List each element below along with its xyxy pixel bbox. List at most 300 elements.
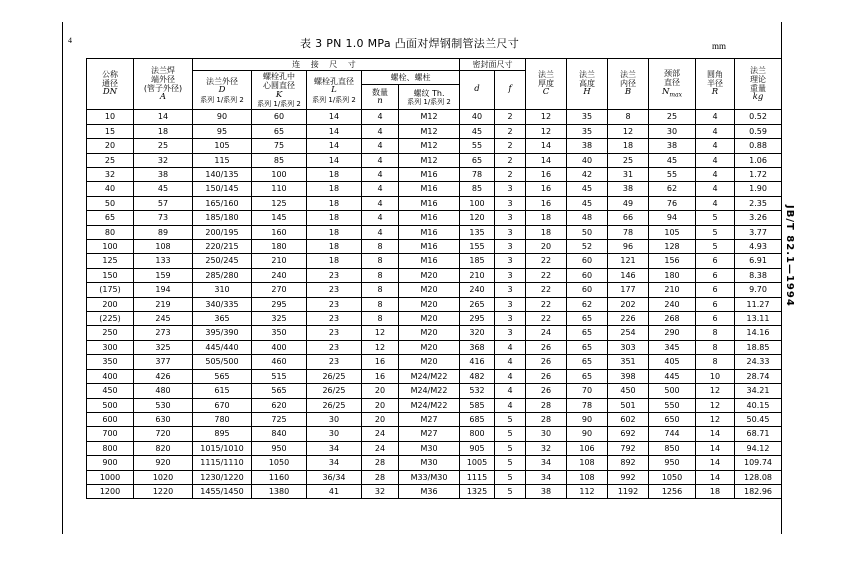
table-cell: 285/280: [193, 268, 252, 282]
table-cell: 85: [460, 182, 495, 196]
table-cell: M36: [399, 484, 460, 498]
table-cell: 12: [696, 412, 735, 426]
table-cell: 210: [460, 268, 495, 282]
table-cell: 1192: [608, 484, 649, 498]
table-cell: 565: [252, 384, 307, 398]
table-cell: 8: [696, 340, 735, 354]
table-cell: 128.08: [735, 470, 782, 484]
table-cell: 744: [649, 427, 696, 441]
table-cell: 3: [495, 268, 526, 282]
table-cell: 194: [134, 283, 193, 297]
table-cell: 1.06: [735, 153, 782, 167]
table-cell: 3: [495, 196, 526, 210]
table-cell: 18: [307, 254, 362, 268]
table-cell: 24.33: [735, 355, 782, 369]
table-cell: 6.91: [735, 254, 782, 268]
table-cell: 850: [649, 441, 696, 455]
table-cell: 5: [495, 427, 526, 441]
table-cell: 38: [567, 139, 608, 153]
table-cell: M20: [399, 355, 460, 369]
table-cell: 320: [460, 326, 495, 340]
table-cell: 445/440: [193, 340, 252, 354]
table-cell: 16: [526, 182, 567, 196]
table-cell: (225): [87, 312, 134, 326]
table-cell: 2: [495, 139, 526, 153]
unit-label: mm: [712, 41, 727, 51]
table-cell: 892: [608, 456, 649, 470]
table-cell: 155: [460, 240, 495, 254]
table-cell: 13.11: [735, 312, 782, 326]
table-cell: 78: [460, 168, 495, 182]
table-cell: 8: [362, 254, 399, 268]
table-cell: 45: [567, 182, 608, 196]
table-cell: 76: [649, 196, 696, 210]
table-cell: 12: [526, 124, 567, 138]
table-cell: 73: [134, 211, 193, 225]
table-cell: 240: [460, 283, 495, 297]
table-cell: 8.38: [735, 268, 782, 282]
table-cell: 840: [252, 427, 307, 441]
table-cell: M24/M22: [399, 384, 460, 398]
table-cell: 4.93: [735, 240, 782, 254]
table-cell: 112: [567, 484, 608, 498]
table-cell: 220/215: [193, 240, 252, 254]
table-cell: M16: [399, 182, 460, 196]
table-cell: 24: [526, 326, 567, 340]
table-row: [87, 456, 782, 470]
table-cell: 14: [307, 153, 362, 167]
table-cell: 400: [87, 369, 134, 383]
table-cell: 1220: [134, 484, 193, 498]
table-cell: 14: [696, 470, 735, 484]
table-row: [87, 441, 782, 455]
table-cell: M12: [399, 110, 460, 124]
table-cell: 14.16: [735, 326, 782, 340]
table-cell: 159: [134, 268, 193, 282]
table-cell: 1015/1010: [193, 441, 252, 455]
table-cell: 202: [608, 297, 649, 311]
table-cell: 30: [649, 124, 696, 138]
table-cell: 65: [567, 369, 608, 383]
table-cell: 200/195: [193, 225, 252, 239]
table-cell: 5: [495, 456, 526, 470]
table-cell: 120: [460, 211, 495, 225]
table-cell: 992: [608, 470, 649, 484]
table-cell: 3: [495, 211, 526, 225]
table-cell: 600: [87, 412, 134, 426]
table-cell: 38: [608, 182, 649, 196]
table-cell: 85: [252, 153, 307, 167]
table-cell: 65: [460, 153, 495, 167]
table-cell: 100: [460, 196, 495, 210]
table-cell: 45: [134, 182, 193, 196]
table-cell: 325: [134, 340, 193, 354]
table-cell: 345: [649, 340, 696, 354]
table-cell: 500: [87, 398, 134, 412]
table-cell: 94.12: [735, 441, 782, 455]
table-cell: M16: [399, 211, 460, 225]
table-cell: 25: [87, 153, 134, 167]
table-cell: 920: [134, 456, 193, 470]
table-cell: 5: [696, 225, 735, 239]
table-cell: 3.77: [735, 225, 782, 239]
table-cell: M16: [399, 225, 460, 239]
table-cell: 480: [134, 384, 193, 398]
table-cell: 96: [608, 240, 649, 254]
table-cell: 692: [608, 427, 649, 441]
table-cell: 4: [362, 168, 399, 182]
table-cell: 26: [526, 369, 567, 383]
table-cell: 6: [696, 312, 735, 326]
table-cell: 108: [134, 240, 193, 254]
table-cell: 4: [362, 110, 399, 124]
table-cell: 50.45: [735, 412, 782, 426]
table-cell: 133: [134, 254, 193, 268]
table-cell: 165/160: [193, 196, 252, 210]
table-cell: 20: [362, 412, 399, 426]
table-cell: 8: [362, 283, 399, 297]
table-cell: 24: [362, 441, 399, 455]
header-k: 螺栓孔中 心圆直径 K 系列 1/系列 2: [252, 71, 307, 110]
table-cell: M20: [399, 326, 460, 340]
table-cell: M12: [399, 139, 460, 153]
table-cell: 1325: [460, 484, 495, 498]
table-cell: 303: [608, 340, 649, 354]
header-l: 螺栓孔直径 L 系列 1/系列 2: [307, 71, 362, 110]
table-cell: 34.21: [735, 384, 782, 398]
table-cell: 0.88: [735, 139, 782, 153]
table-cell: 3: [495, 297, 526, 311]
table-cell: M20: [399, 340, 460, 354]
table-cell: 8: [362, 268, 399, 282]
table-cell: 532: [460, 384, 495, 398]
table-row: [87, 412, 782, 426]
table-cell: 23: [307, 326, 362, 340]
table-cell: 40: [87, 182, 134, 196]
table-cell: 895: [193, 427, 252, 441]
table-cell: 650: [649, 412, 696, 426]
table-cell: 28: [362, 470, 399, 484]
table-cell: 23: [307, 297, 362, 311]
table-cell: 630: [134, 412, 193, 426]
table-cell: 25: [134, 139, 193, 153]
header-row-1: [87, 59, 782, 71]
table-cell: 720: [134, 427, 193, 441]
table-cell: 3: [495, 283, 526, 297]
table-cell: 150/145: [193, 182, 252, 196]
table-cell: 1.72: [735, 168, 782, 182]
table-cell: 416: [460, 355, 495, 369]
header-b: 法兰 内径 B: [608, 59, 649, 110]
table-cell: 108: [567, 470, 608, 484]
table-cell: 145: [252, 211, 307, 225]
table-cell: 11.27: [735, 297, 782, 311]
table-cell: 65: [87, 211, 134, 225]
table-cell: 14: [307, 110, 362, 124]
table-row: [87, 211, 782, 225]
table-cell: 602: [608, 412, 649, 426]
table-cell: M20: [399, 283, 460, 297]
table-cell: 4: [696, 124, 735, 138]
table-cell: 405: [649, 355, 696, 369]
table-cell: 45: [649, 153, 696, 167]
table-cell: 350: [87, 355, 134, 369]
table-cell: 210: [649, 283, 696, 297]
table-cell: 28: [526, 398, 567, 412]
table-cell: 16: [362, 355, 399, 369]
table-cell: 268: [649, 312, 696, 326]
header-nmax: 颈部 直径 $N_{max}$: [649, 59, 696, 110]
table-cell: 950: [252, 441, 307, 455]
table-cell: 14: [134, 110, 193, 124]
table-cell: 550: [649, 398, 696, 412]
table-cell: 121: [608, 254, 649, 268]
table-cell: 110: [252, 182, 307, 196]
table-cell: 156: [649, 254, 696, 268]
table-cell: M20: [399, 268, 460, 282]
table-cell: 23: [307, 355, 362, 369]
header-r: 圆角 半径 R: [696, 59, 735, 110]
table-cell: 2.35: [735, 196, 782, 210]
table-cell: 780: [193, 412, 252, 426]
table-cell: 28: [526, 412, 567, 426]
table-cell: 31: [608, 168, 649, 182]
table-cell: 426: [134, 369, 193, 383]
table-cell: 60: [567, 268, 608, 282]
table-cell: 22: [526, 283, 567, 297]
page-number: 4: [68, 36, 72, 45]
table-cell: 12: [526, 110, 567, 124]
table-cell: 95: [193, 124, 252, 138]
table-cell: 115: [193, 153, 252, 167]
table-cell: 62: [567, 297, 608, 311]
table-row: [87, 182, 782, 196]
table-cell: M30: [399, 456, 460, 470]
table-cell: 32: [134, 153, 193, 167]
table-cell: 18: [526, 225, 567, 239]
table-cell: 445: [649, 369, 696, 383]
table-cell: 820: [134, 441, 193, 455]
table-cell: 16: [362, 369, 399, 383]
table-cell: 14: [307, 139, 362, 153]
table-cell: 28: [362, 456, 399, 470]
header-d: 法兰外径 D 系列 1/系列 2: [193, 71, 252, 110]
table-cell: 22: [526, 254, 567, 268]
table-cell: 18: [307, 211, 362, 225]
table-cell: 100: [252, 168, 307, 182]
header-thread: 螺纹 Th. 系列 1/系列 2: [399, 85, 460, 110]
table-cell: 700: [87, 427, 134, 441]
table-cell: 65: [567, 355, 608, 369]
table-cell: 1005: [460, 456, 495, 470]
table-cell: 1115/1110: [193, 456, 252, 470]
table-cell: 40: [567, 153, 608, 167]
table-cell: 377: [134, 355, 193, 369]
table-cell: 530: [134, 398, 193, 412]
table-cell: 8: [362, 297, 399, 311]
table-cell: 18: [696, 484, 735, 498]
table-cell: 41: [307, 484, 362, 498]
table-cell: 90: [567, 412, 608, 426]
table-cell: 60: [567, 283, 608, 297]
table-cell: 32: [526, 441, 567, 455]
table-cell: 4: [362, 153, 399, 167]
table-cell: 23: [307, 268, 362, 282]
table-cell: M30: [399, 441, 460, 455]
table-cell: 1200: [87, 484, 134, 498]
table-cell: M16: [399, 240, 460, 254]
table-cell: 350: [252, 326, 307, 340]
table-cell: 108: [567, 456, 608, 470]
table-cell: 565: [193, 369, 252, 383]
table-cell: 501: [608, 398, 649, 412]
table-cell: 26/25: [307, 384, 362, 398]
table-cell: 14: [696, 441, 735, 455]
table-cell: 245: [134, 312, 193, 326]
table-row: [87, 124, 782, 138]
table-cell: 16: [526, 168, 567, 182]
table-cell: M27: [399, 427, 460, 441]
table-cell: 48: [567, 211, 608, 225]
table-cell: 1230/1220: [193, 470, 252, 484]
table-row: [87, 110, 782, 124]
table-cell: 146: [608, 268, 649, 282]
table-cell: M12: [399, 124, 460, 138]
table-row: [87, 153, 782, 167]
table-cell: M16: [399, 254, 460, 268]
table-cell: 4: [362, 196, 399, 210]
table-cell: 295: [252, 297, 307, 311]
table-cell: 950: [649, 456, 696, 470]
table-cell: 12: [696, 384, 735, 398]
table-cell: 18: [608, 139, 649, 153]
table-cell: 325: [252, 312, 307, 326]
table-cell: 4: [696, 168, 735, 182]
header-group-connection: 连 接 尺 寸: [193, 59, 460, 71]
table-cell: 90: [567, 427, 608, 441]
table-cell: 60: [567, 254, 608, 268]
table-cell: M20: [399, 297, 460, 311]
table-cell: 24: [362, 427, 399, 441]
table-cell: 20: [362, 398, 399, 412]
table-row: [87, 384, 782, 398]
table-cell: 36/34: [307, 470, 362, 484]
table-cell: 75: [252, 139, 307, 153]
table-cell: 500: [649, 384, 696, 398]
table-cell: 6: [696, 297, 735, 311]
table-cell: 32: [87, 168, 134, 182]
table-row: [87, 484, 782, 498]
table-cell: 12: [608, 124, 649, 138]
table-cell: 800: [460, 427, 495, 441]
table-cell: 585: [460, 398, 495, 412]
table-cell: 210: [252, 254, 307, 268]
table-row: [87, 355, 782, 369]
table-row: [87, 268, 782, 282]
table-cell: 800: [87, 441, 134, 455]
table-cell: 1050: [649, 470, 696, 484]
table-cell: 4: [362, 139, 399, 153]
table-title: 表 3 PN 1.0 MPa 凸面对焊钢制管法兰尺寸: [300, 37, 520, 50]
table-cell: 140/135: [193, 168, 252, 182]
table-row: [87, 240, 782, 254]
table-cell: 505/500: [193, 355, 252, 369]
table-cell: 10: [696, 369, 735, 383]
table-row: [87, 427, 782, 441]
table-cell: M24/M22: [399, 398, 460, 412]
table-row: [87, 283, 782, 297]
table-cell: 295: [460, 312, 495, 326]
table-cell: 40.15: [735, 398, 782, 412]
table-cell: 160: [252, 225, 307, 239]
table-cell: 4: [495, 340, 526, 354]
table-cell: 49: [608, 196, 649, 210]
table-cell: 1455/1450: [193, 484, 252, 498]
table-cell: 25: [608, 153, 649, 167]
table-cell: 40: [460, 110, 495, 124]
table-cell: M16: [399, 168, 460, 182]
table-cell: 70: [567, 384, 608, 398]
table-row: [87, 139, 782, 153]
table-cell: 14: [307, 124, 362, 138]
table-cell: 310: [193, 283, 252, 297]
table-cell: 65: [567, 326, 608, 340]
table-cell: 5: [495, 412, 526, 426]
table-cell: 8: [608, 110, 649, 124]
table-cell: 398: [608, 369, 649, 383]
table-cell: 270: [252, 283, 307, 297]
table-cell: 2: [495, 168, 526, 182]
table-cell: 23: [307, 340, 362, 354]
table-cell: 8: [696, 326, 735, 340]
header-group-seal: 密封面尺寸: [460, 59, 526, 71]
table-cell: 32: [362, 484, 399, 498]
table-cell: 10: [87, 110, 134, 124]
table-cell: 78: [608, 225, 649, 239]
table-cell: 5: [495, 441, 526, 455]
table-cell: 18: [307, 182, 362, 196]
table-cell: 106: [567, 441, 608, 455]
table-cell: 20: [87, 139, 134, 153]
table-cell: 18.85: [735, 340, 782, 354]
table-cell: 14: [526, 139, 567, 153]
table-cell: M33/M30: [399, 470, 460, 484]
header-dn: 公称 通径 DN: [87, 59, 134, 110]
table-cell: 6: [696, 283, 735, 297]
table-cell: 60: [252, 110, 307, 124]
table-cell: 0.52: [735, 110, 782, 124]
table-cell: 18: [307, 225, 362, 239]
table-cell: 28.74: [735, 369, 782, 383]
table-cell: 3: [495, 225, 526, 239]
table-cell: 340/335: [193, 297, 252, 311]
table-cell: 1160: [252, 470, 307, 484]
table-cell: 20: [362, 384, 399, 398]
table-cell: 34: [526, 470, 567, 484]
table-cell: 55: [460, 139, 495, 153]
table-cell: 1000: [87, 470, 134, 484]
table-cell: 1050: [252, 456, 307, 470]
table-cell: M27: [399, 412, 460, 426]
table-cell: 4: [362, 225, 399, 239]
table-row: [87, 297, 782, 311]
table-cell: 65: [252, 124, 307, 138]
table-cell: 23: [307, 312, 362, 326]
table-cell: 38: [649, 139, 696, 153]
table-cell: 30: [307, 412, 362, 426]
table-cell: 250: [87, 326, 134, 340]
table-cell: 12: [362, 340, 399, 354]
